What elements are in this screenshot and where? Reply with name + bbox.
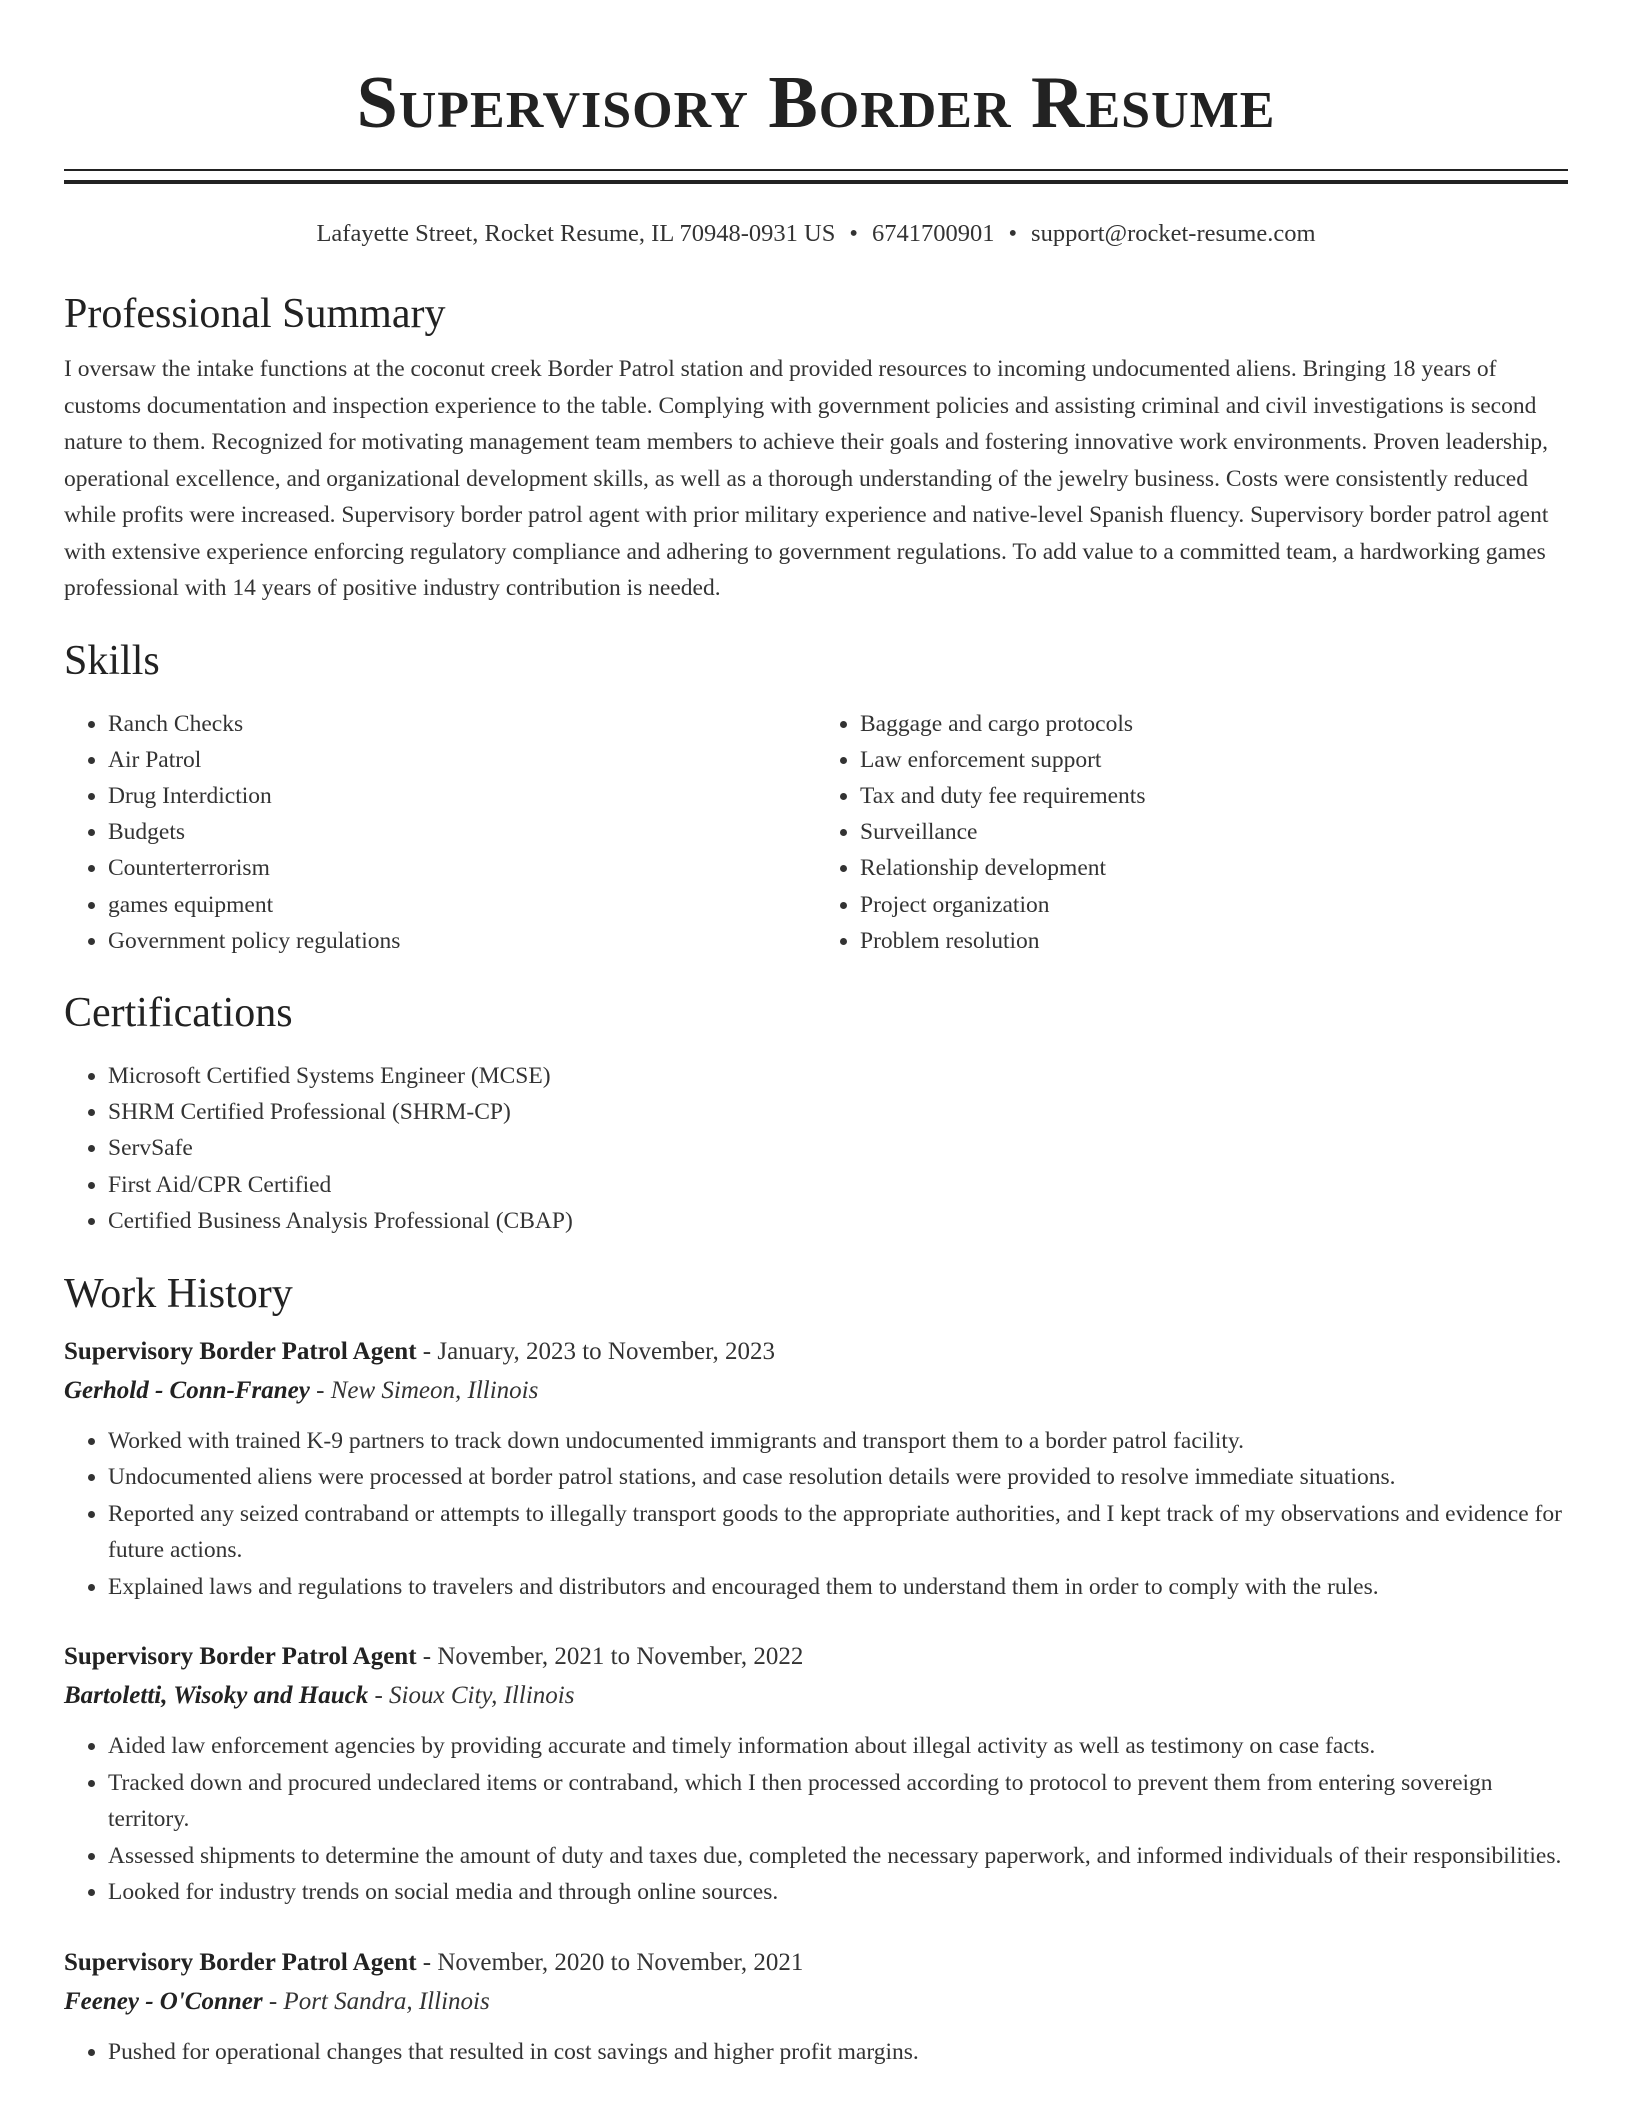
work-history-heading: Work History (64, 1270, 293, 1317)
job-entry (64, 1944, 1568, 2071)
job-bullet: • Explained laws and regulations to travelers and distributors and encouraged them to understand them in order to comply with the rules. (108, 1569, 1568, 1606)
job-bullet: • Assessed shipments to determine the amount of duty and taxes due, completed the necessary paperwork, and informed individuals of their responsibilities. (108, 1838, 1568, 1875)
job-dates: - November, 2021 to November, 2022 (422, 1643, 804, 1671)
skill-item: • Tax and duty fee requirements (860, 778, 1568, 814)
contact-separator: • (1008, 220, 1018, 247)
resume-page (64, 0, 1568, 2070)
job-employer-line (64, 1371, 1568, 1411)
job-company: Gerhold - Conn-Franey (64, 1376, 310, 1404)
job-header (64, 1638, 1568, 1676)
job-location: - Sioux City, Illinois (374, 1682, 575, 1710)
job-entry (64, 1333, 1568, 1606)
job-bullet: • Pushed for operational changes that resulted in cost savings and higher profit margins. (108, 2034, 1568, 2071)
job-entry (64, 1638, 1568, 1911)
job-company: Feeney - O'Conner (64, 1987, 263, 2015)
certifications-heading: Certifications (64, 989, 293, 1036)
resume-title: Supervisory Border Resume (356, 62, 1276, 144)
skill-item: • Drug Interdiction (108, 778, 816, 814)
job-bullet-list (64, 1423, 1568, 1606)
skill-item: • Surveillance (860, 814, 1568, 850)
summary-heading: Professional Summary (64, 291, 446, 337)
certifications-list (64, 1058, 1568, 1239)
job-bullet: • Aided law enforcement agencies by providing accurate and timely information about illegal activity as well as testimony on case facts. (108, 1728, 1568, 1765)
job-title: Supervisory Border Patrol Agent (64, 1643, 417, 1671)
certification-item: • First Aid/CPR Certified (108, 1167, 1568, 1203)
skill-item: • Law enforcement support (860, 742, 1568, 778)
job-bullet: • Reported any seized contraband or attempts to illegally transport goods to the appropriate authorities, and I kept track of my observations and evidence for future actions. (108, 1496, 1568, 1569)
skills-list-right (816, 706, 1568, 959)
skill-item: • Air Patrol (108, 742, 816, 778)
skills-section (64, 636, 1568, 959)
job-location: - New Simeon, Illinois (316, 1376, 539, 1404)
contact-line (64, 219, 1568, 249)
job-bullet: • Undocumented aliens were processed at border patrol stations, and case resolution details were provided to resolve immediate situations. (108, 1459, 1568, 1496)
job-bullet: • Tracked down and procured undeclared items or contraband, which I then processed according to protocol to prevent them from entering sovereign territory. (108, 1765, 1568, 1838)
job-header (64, 1333, 1568, 1371)
certification-item: • ServSafe (108, 1130, 1568, 1166)
summary-text: I oversaw the intake functions at the coconut creek Border Patrol station and provided resources to incoming undocumented aliens. Bringing 18 years of customs documentation and inspection experience to the table. Complying with government policies and assisting criminal and civil investigations is second nature to them. Recognized for motivating management team members to achieve their goals and fostering innovative work environments. Proven leadership, operational excellence, and organizational development skills, as well as a thorough understanding of the jewelry business. Costs were consistently reduced while profits were increased. Supervisory border patrol agent with prior military experience and native-level Spanish fluency. Supervisory border patrol agent with extensive experience enforcing regulatory compliance and adhering to government regulations. To add value to a committed team, a hardworking games professional with 14 years of positive industry contribution is needed. (64, 356, 1549, 601)
skill-item: • Ranch Checks (108, 706, 816, 742)
job-header (64, 1944, 1568, 1982)
contact-separator: • (849, 220, 858, 247)
skill-item: • Government policy regulations (108, 923, 816, 959)
job-bullet-list (64, 1728, 1568, 1911)
skill-item: • Counterterrorism (108, 850, 816, 886)
contact-address: Lafayette Street, Rocket Resume, IL 70948-0931 US (316, 220, 836, 247)
certifications-section (64, 988, 1568, 1239)
summary-section (64, 289, 1568, 607)
skill-item: • Baggage and cargo protocols (860, 706, 1568, 742)
title-divider (64, 169, 1568, 184)
job-title: Supervisory Border Patrol Agent (64, 1337, 417, 1365)
skill-item: • Project organization (860, 887, 1568, 923)
job-dates: - January, 2023 to November, 2023 (422, 1337, 775, 1365)
skill-item: • Relationship development (860, 850, 1568, 886)
job-company: Bartoletti, Wisoky and Hauck (64, 1682, 369, 1710)
job-dates: - November, 2020 to November, 2021 (422, 1948, 804, 1976)
job-bullet: • Looked for industry trends on social media and through online sources. (108, 1874, 1568, 1911)
job-employer-line (64, 1982, 1568, 2022)
skill-item: • games equipment (108, 887, 816, 923)
job-bullet-list (64, 2034, 1568, 2071)
contact-phone: 6741700901 (871, 220, 995, 247)
certification-item: • Microsoft Certified Systems Engineer (MCSE) (108, 1058, 1568, 1094)
job-bullet: • Worked with trained K-9 partners to track down undocumented immigrants and transport them to a border patrol facility. (108, 1423, 1568, 1460)
certification-item: • Certified Business Analysis Professional (CBAP) (108, 1203, 1568, 1239)
contact-email: support@rocket-resume.com (1031, 220, 1316, 247)
job-employer-line (64, 1676, 1568, 1716)
skills-columns (64, 706, 1568, 959)
certification-item: • SHRM Certified Professional (SHRM-CP) (108, 1094, 1568, 1130)
job-location: - Port Sandra, Illinois (268, 1987, 490, 2015)
skill-item: • Problem resolution (860, 923, 1568, 959)
skill-item: • Budgets (108, 814, 816, 850)
skills-heading: Skills (64, 637, 160, 684)
skills-list-left (64, 706, 816, 959)
work-history-section (64, 1269, 1568, 2071)
job-title: Supervisory Border Patrol Agent (64, 1948, 417, 1976)
